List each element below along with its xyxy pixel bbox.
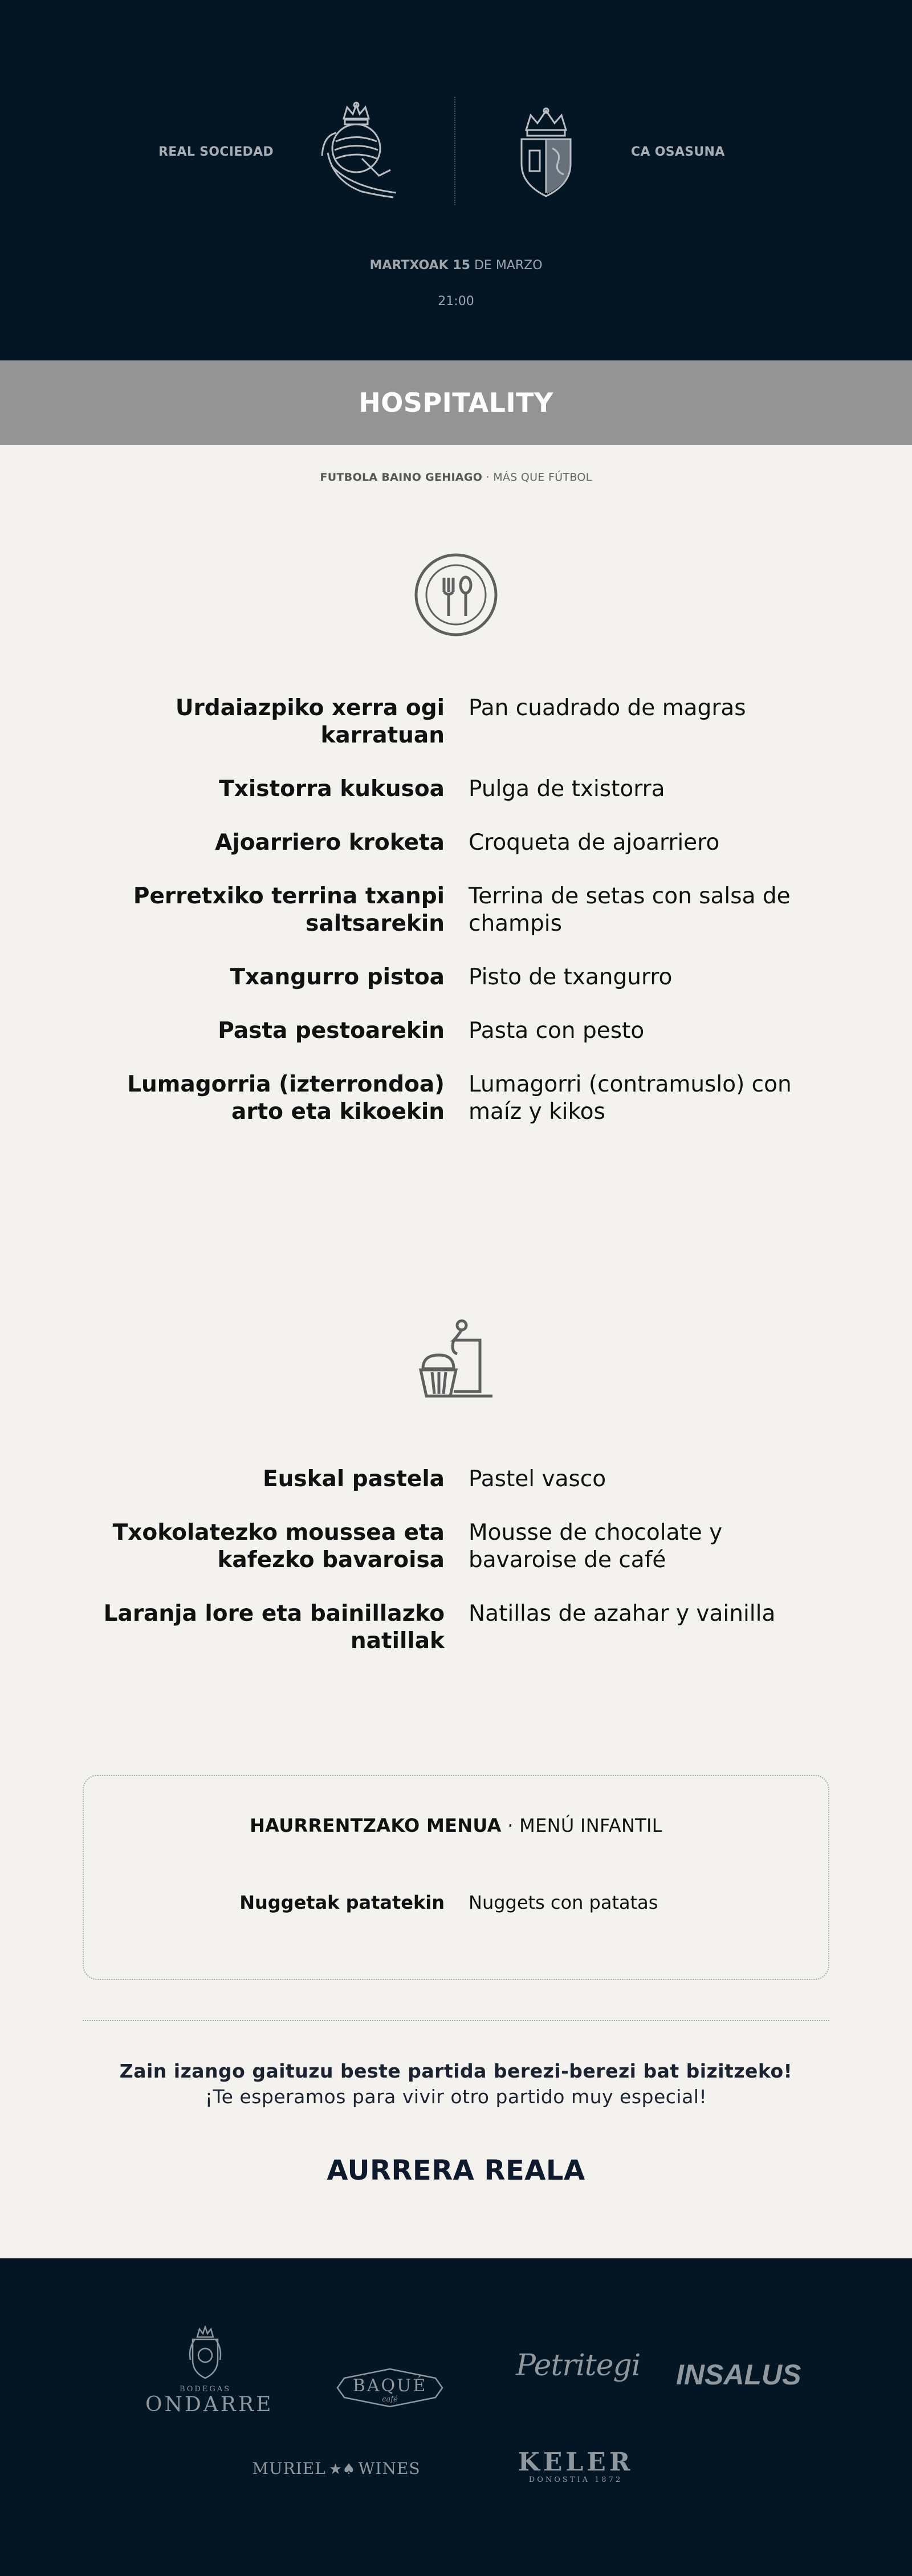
dessert-es: Pastel vasco (469, 1466, 606, 1492)
dessert-eu: Euskal pastela (262, 1466, 445, 1492)
hospitality-banner (0, 360, 912, 445)
hospitality-title: HOSPITALITY (359, 387, 553, 418)
closing-message (0, 2060, 912, 2108)
sponsor-ondarre-logo (145, 2326, 274, 2416)
slogan: AURRERA REALA (327, 2155, 585, 2186)
keler-name: KELER (518, 2448, 634, 2477)
kids-title-separator: · (507, 1815, 514, 1836)
match-time: 21:00 (438, 294, 474, 309)
section-divider (83, 2020, 829, 2021)
dish-eu: Txistorra kukusoa (219, 776, 445, 802)
menu-row (0, 964, 912, 991)
menu-row (0, 1466, 912, 1493)
dessert-es: Mousse de chocolate y bavaroise de café (469, 1520, 723, 1573)
dish-es: Croqueta de ajoarriero (469, 830, 720, 855)
tagline-separator: · (486, 471, 490, 484)
ondarre-top: BODEGAS (179, 2385, 231, 2394)
match-date-eu: MARTXOAK 15 (369, 258, 470, 273)
kids-menu-row (84, 1892, 828, 1913)
match-date (0, 258, 912, 273)
kids-dish-es: Nuggets con patatas (469, 1892, 658, 1913)
dish-eu: Txangurro pistoa (230, 964, 445, 990)
menu-row (0, 1600, 912, 1655)
home-team-name: REAL SOCIEDAD (158, 145, 274, 159)
sponsor-insalus-logo (676, 2358, 801, 2391)
kids-menu-box (83, 1775, 829, 1980)
dessert-eu: Txokolatezko moussea eta kafezko bavaroisa (112, 1520, 445, 1573)
dish-es: Terrina de setas con salsa de champis (469, 883, 791, 936)
muriel-name-a: MURIEL (252, 2459, 326, 2478)
sponsor-baque-logo (333, 2366, 447, 2410)
away-team-name: CA OSASUNA (631, 145, 725, 159)
dish-es: Lumagorri (contramuslo) con maíz y kikos (469, 1072, 792, 1125)
crest-divider (454, 97, 455, 205)
ondarre-emblem-icon (182, 2326, 228, 2383)
muriel-star-icon: ★ (328, 2461, 343, 2478)
dessert-es: Natillas de azahar y vainilla (469, 1601, 776, 1626)
dish-eu: Urdaiazpiko xerra ogi karratuan (175, 695, 445, 748)
menu-row (0, 1519, 912, 1574)
sponsor-keler-logo (502, 2449, 650, 2484)
dish-es: Pisto de txangurro (469, 964, 673, 990)
kids-menu-title (84, 1815, 828, 1836)
dish-eu: Perretxiko terrina txanpi saltsarekin (133, 883, 445, 936)
keler-sub: DONOSTIA 1872 (528, 2476, 623, 2484)
kids-title-es: MENÚ INFANTIL (519, 1815, 662, 1836)
menu-row (0, 695, 912, 749)
dish-eu: Pasta pestoarekin (218, 1018, 445, 1044)
menu-row (0, 883, 912, 938)
petritegi-name: Petritegi (516, 2348, 641, 2383)
dish-eu: Lumagorria (izterrondoa) arto eta kikoekin (127, 1072, 445, 1125)
tagline-eu: FUTBOLA BAINO GEHIAGO (320, 471, 483, 484)
ondarre-name: ONDARRE (145, 2393, 274, 2416)
muriel-name-b: WINES (358, 2459, 421, 2478)
closing-eu: Zain izango gaituzu beste partida berezi-berezi bat bizitzeko! (119, 2060, 793, 2082)
kids-dish-eu: Nuggetak patatekin (239, 1892, 445, 1913)
real-sociedad-crest-icon (311, 102, 402, 198)
dessert-menu (0, 1466, 912, 1655)
ca-osasuna-crest-icon (515, 107, 577, 198)
cutlery-plate-icon (413, 552, 499, 638)
dish-eu: Ajoarriero kroketa (215, 830, 445, 855)
closing-es: ¡Te esperamos para vivir otro partido muy especial! (205, 2086, 707, 2108)
baque-sub: café (382, 2395, 398, 2404)
sponsor-petritegi-logo (516, 2348, 641, 2383)
menu-row (0, 829, 912, 857)
sponsor-footer (0, 2258, 912, 2576)
sponsor-muriel-logo (245, 2459, 427, 2478)
match-header (0, 0, 912, 360)
menu-row (0, 1071, 912, 1126)
dish-es: Pan cuadrado de magras (469, 695, 746, 721)
savory-menu (0, 695, 912, 1126)
menu-row (0, 776, 912, 803)
baque-name: BAQUÉ (352, 2376, 427, 2396)
menu-row (0, 1017, 912, 1045)
insalus-name: INSALUS (676, 2359, 801, 2391)
match-date-es: DE MARZO (474, 258, 543, 273)
tagline-es: MÁS QUE FÚTBOL (493, 471, 592, 484)
dessert-eu: Laranja lore eta bainillazko natillak (103, 1601, 445, 1654)
dish-es: Pulga de txistorra (469, 776, 665, 802)
muriel-leaf-icon: ♠ (342, 2461, 356, 2478)
tagline (0, 471, 912, 484)
cupcake-cake-icon (416, 1317, 496, 1403)
kids-title-eu: HAURRENTZAKO MENUA (250, 1815, 502, 1836)
dish-es: Pasta con pesto (469, 1018, 645, 1044)
